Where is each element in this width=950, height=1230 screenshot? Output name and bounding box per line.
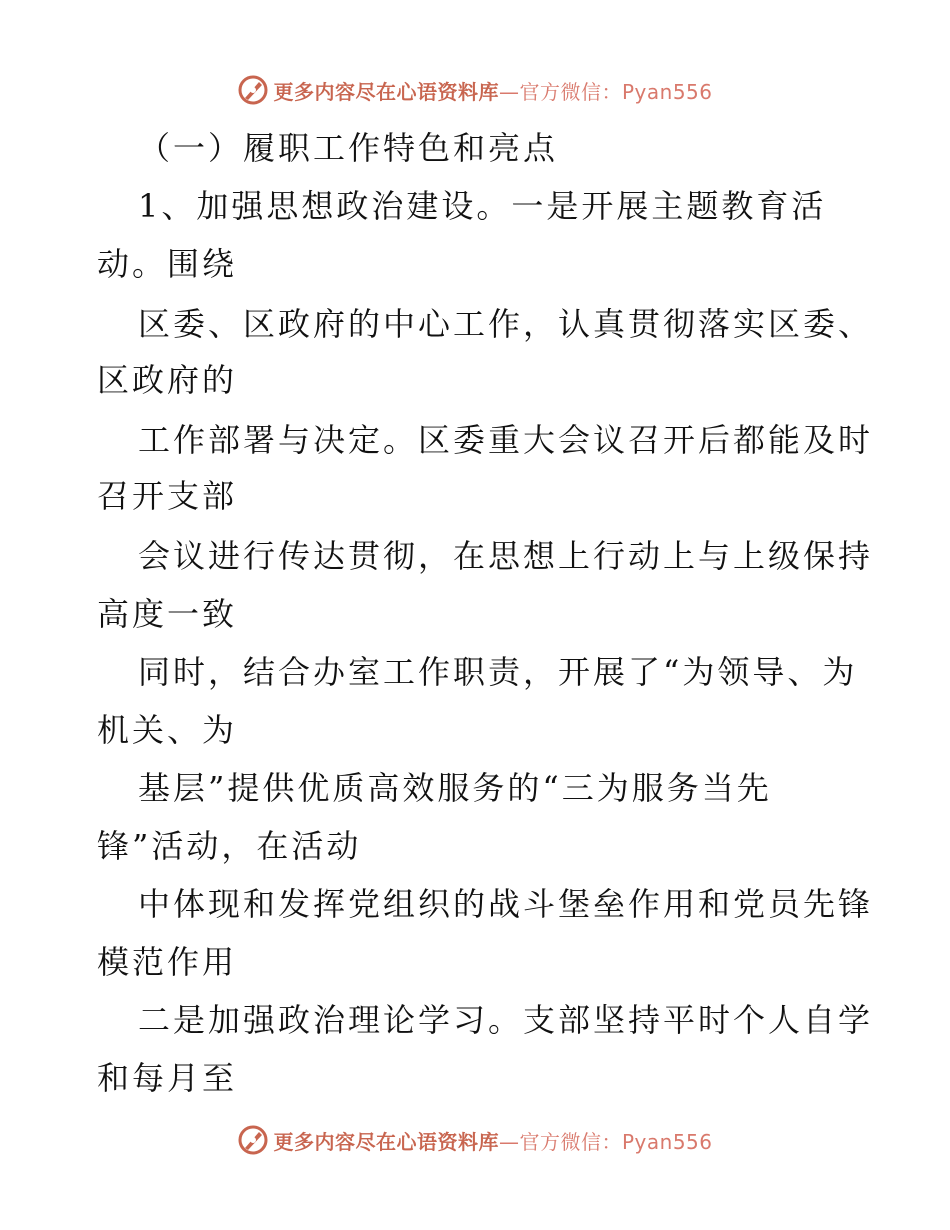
paragraph-line: 动。围绕 — [97, 245, 238, 283]
section-heading: （一）履职工作特色和亮点 — [138, 129, 559, 167]
paragraph-line: 中体现和发挥党组织的战斗堡垒作用和党员先锋 — [138, 885, 874, 923]
footer-watermark — [0, 1122, 950, 1158]
pen-circle-logo-icon — [237, 74, 269, 106]
paragraph-line: 召开支部 — [97, 477, 238, 515]
paragraph-line: 和每月至 — [97, 1059, 238, 1097]
paragraph-line: 基层”提供优质高效服务的“三为服务当先 — [138, 769, 772, 807]
paragraph-line: 二是加强政治理论学习。支部坚持平时个人自学 — [138, 1001, 874, 1039]
paragraph-line: 区政府的 — [97, 361, 238, 399]
paragraph-line: 区委、区政府的中心工作，认真贯彻落实区委、 — [138, 305, 874, 343]
footer-watermark-text: 更多内容尽在心语资料库—官方微信：Pyan556 — [273, 1129, 713, 1154]
paragraph-line: 机关、为 — [97, 711, 238, 749]
paragraph-line: 工作部署与决定。区委重大会议召开后都能及时 — [138, 421, 874, 459]
paragraph-line: 会议进行传达贯彻，在思想上行动上与上级保持 — [138, 537, 874, 575]
paragraph-line: 1、加强思想政治建设。一是开展主题教育活 — [138, 187, 827, 225]
pen-circle-logo-icon — [237, 1124, 269, 1156]
paragraph-line: 高度一致 — [97, 595, 238, 633]
paragraph-line: 同时，结合办室工作职责，开展了“为领导、为 — [138, 653, 858, 691]
header-watermark-text: 更多内容尽在心语资料库—官方微信：Pyan556 — [273, 79, 713, 104]
paragraph-line: 锋”活动，在活动 — [97, 827, 362, 865]
paragraph-line: 模范作用 — [97, 943, 238, 981]
header-watermark — [0, 72, 950, 108]
